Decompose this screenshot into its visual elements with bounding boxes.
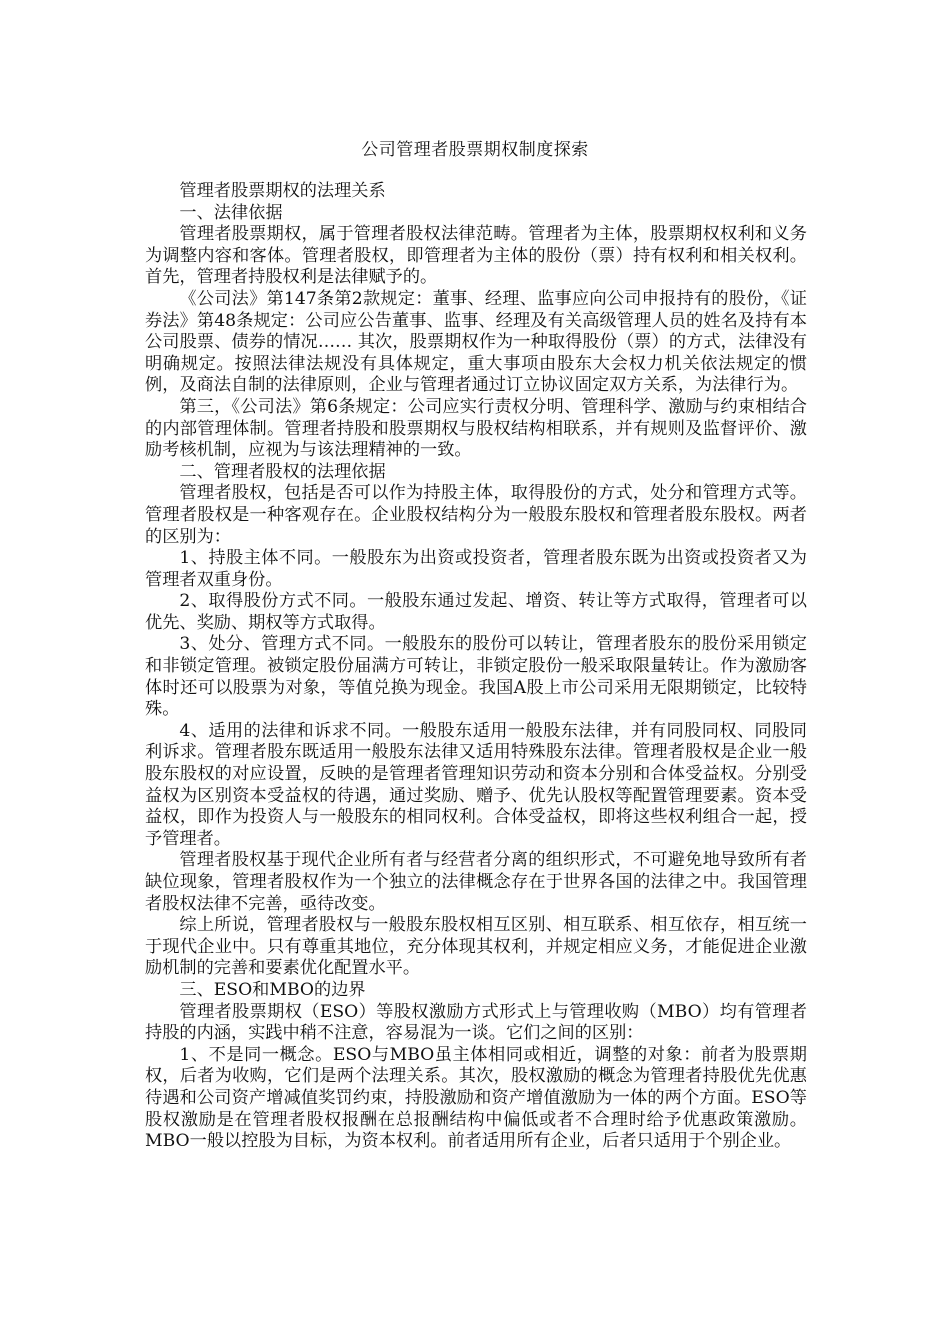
paragraph: 3、处分、管理方式不同。一般股东的股份可以转让，管理者股东的股份采用锁定和非锁定管理。被锁定股份届满方可转让，非锁定股份一般采取限量转让。作为激励客体时还可以股票为对象，等值兑换为现金。我国A股上市公司采用无限期锁定，比较特殊。 (145, 634, 807, 720)
paragraph: 综上所说，管理者股权与一般股东股权相互区别、相互联系、相互依存，相互统一于现代企业中。只有尊重其地位，充分体现其权利，并规定相应义务，才能促进企业激励机制的完善和要素优化配置水平。 (145, 915, 807, 979)
paragraph: 1、不是同一概念。ESO与MBO虽主体相同或相近，调整的对象：前者为股票期权，后者为收购，它们是两个法理关系。其次，股权激励的概念为管理者持股优先优惠待遇和公司资产增减值奖罚约束，持股激励和资产增值激励为一体的两个方面。ESO等股权激励是在管理者股权报酬在总报酬结构中偏低或者不合理时给予优惠政策激励。MBO一般以控股为目标，为资本权利。前者适用所有企业，后者只适用于个别企业。 (145, 1044, 807, 1152)
paragraph: 第三，《公司法》第6条规定：公司应实行责权分明、管理科学、激励与约束相结合的内部管理体制。管理者持股和股票期权与股权结构相联系，并有规则及监督评价、激励考核机制，应视为与该法理精神的一致。 (145, 396, 807, 461)
section-heading: 三、ESO和MBO的边界 (179, 979, 366, 1000)
section-heading: 管理者股票期权的法理关系 (179, 181, 386, 201)
paragraph: 《公司法》第147条第2款规定：董事、经理、监事应向公司申报持有的股份，《证券法》第48条规定：公司应公告董事、监事、经理及有关高级管理人员的姓名及持有本公司股票、债券的情况…… 其次，股票期权作为一种取得股份（票）的方式，法律没有明确规定。按照法律法规没有具体规定，重大事项由股东大会权力机关依法规定的惯例，及商法自制的法律原则，企业与管理者通过订立协议固定双方关系，为法律行为。 (145, 288, 807, 396)
section-heading: 一、法律依据 (179, 202, 283, 223)
paragraph: 1、持股主体不同。一般股东为出资或投资者，管理者股东既为出资或投资者又为管理者双重身份。 (145, 548, 807, 590)
document-body (145, 181, 807, 1153)
section-heading: 二、管理者股权的法理依据 (179, 461, 386, 482)
paragraph: 管理者股票期权（ESO）等股权激励方式形式上与管理收购（MBO）均有管理者持股的内涵，实践中稍不注意，容易混为一谈。它们之间的区别： (145, 1001, 807, 1044)
paragraph: 管理者股票期权，属于管理者股权法律范畴。管理者为主体，股票期权权利和义务为调整内容和客体。管理者股权，即管理者为主体的股份（票）持有权利和相关权利。 首先，管理者持股权利是法律赋予的。 (145, 224, 807, 288)
paragraph: 2、取得股份方式不同。一般股东通过发起、增资、转让等方式取得，管理者可以优先、奖励、期权等方式取得。 (145, 591, 807, 633)
paragraph: 管理者股权，包括是否可以作为持股主体，取得股份的方式，处分和管理方式等。管理者股权是一种客观存在。企业股权结构分为一般股东股权和管理者股东股权。两者的区别为： (145, 483, 807, 547)
paragraph: 管理者股权基于现代企业所有者与经营者分离的组织形式，不可避免地导致所有者缺位现象，管理者股权作为一个独立的法律概念存在于世界各国的法律之中。我国管理者股权法律不完善，亟待改变。 (145, 850, 807, 914)
paragraph: 4、适用的法律和诉求不同。一般股东适用一般股东法律，并有同股同权、同股同利诉求。管理者股东既适用一般股东法律又适用特殊股东法律。管理者股权是企业一般股东股权的对应设置，反映的是管理者管理知识劳动和资本分别和合体受益权。分别受益权为区别资本受益权的待遇，通过奖励、赠予、优先认股权等配置管理要素。资本受益权，即作为投资人与一般股东的相同权利。合体受益权，即将这些权利组合一起，授予管理者。 (145, 720, 807, 849)
document-title: 公司管理者股票期权制度探索 (361, 140, 589, 160)
